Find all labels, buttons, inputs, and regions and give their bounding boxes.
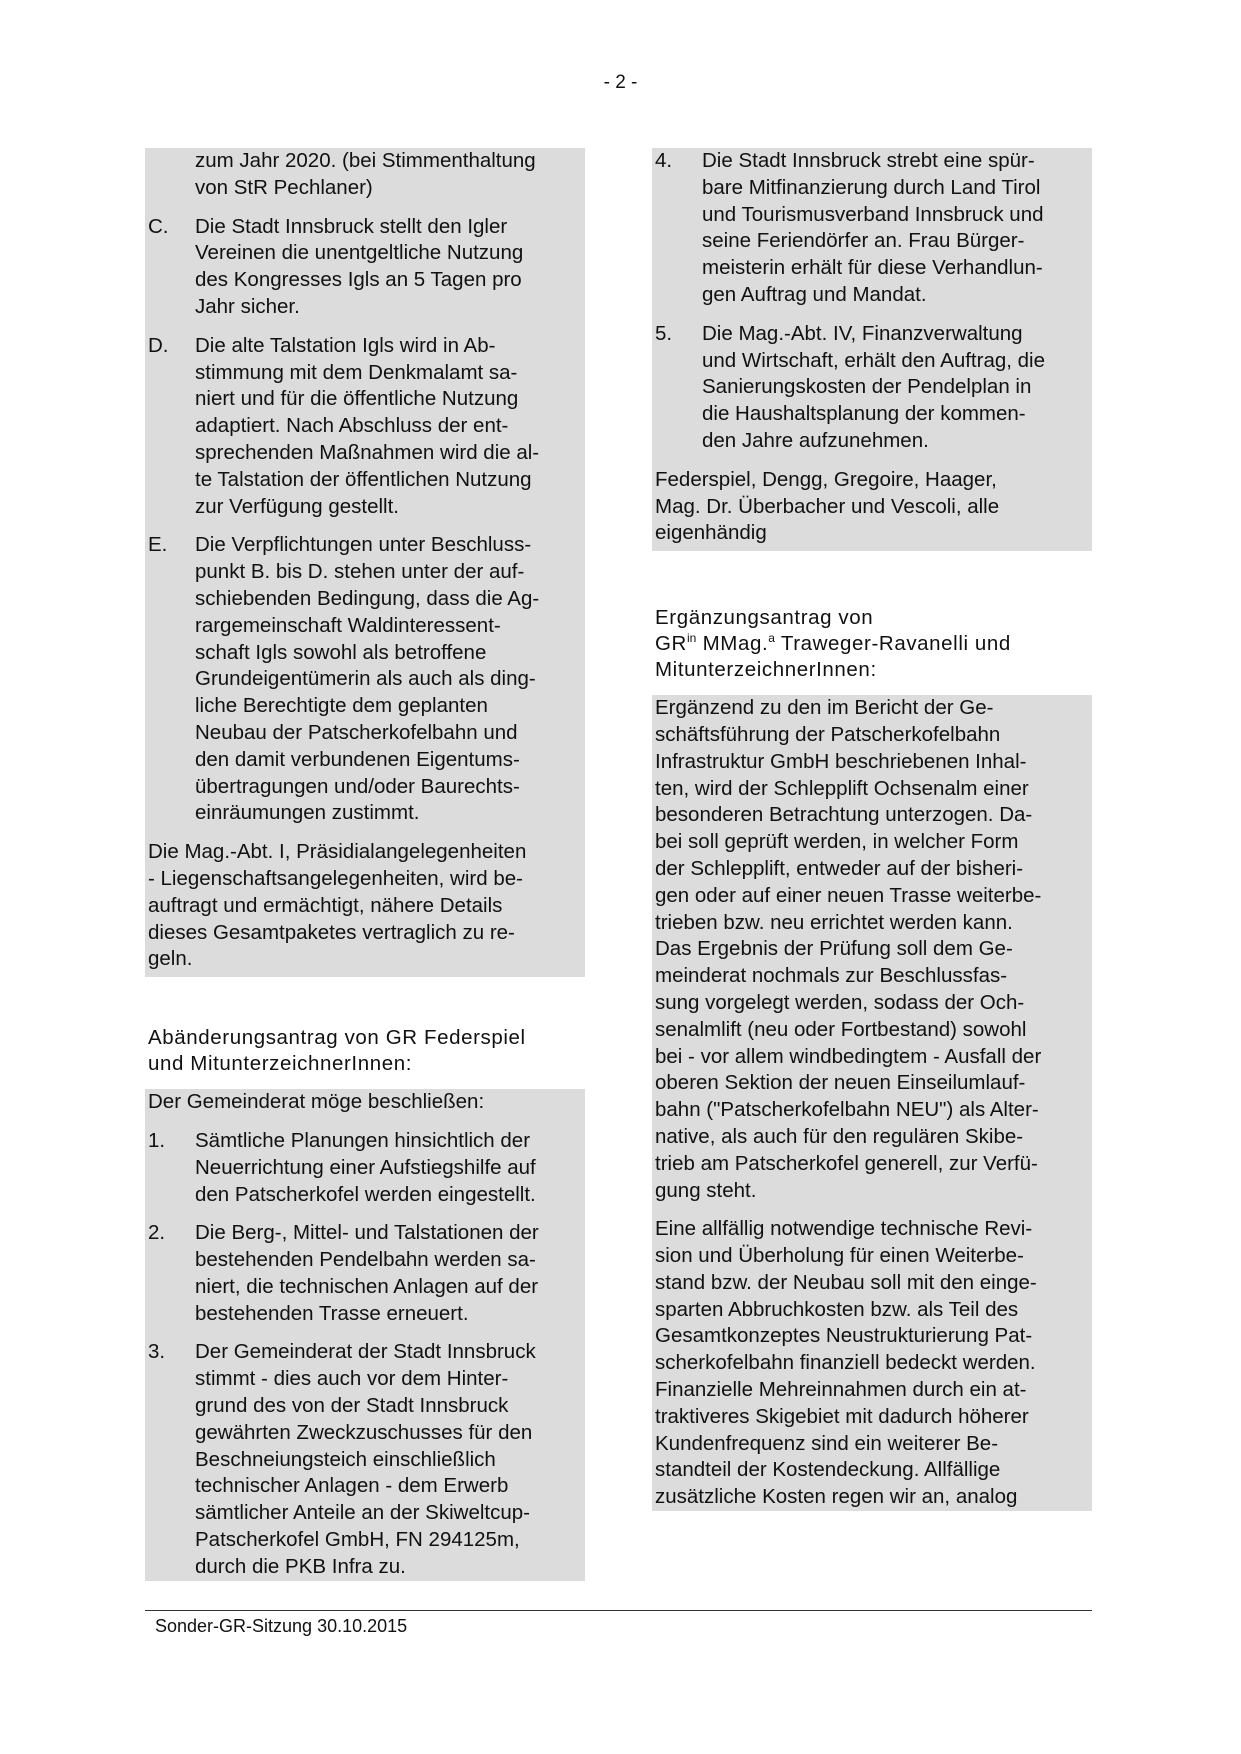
amendment-continuation-box <box>652 148 1092 551</box>
supplement-heading: Ergänzungsantrag von $GR^{in}$ MMag.$^a$ Traweger-Ravanelli und MitunterzeichnerInnen: <box>655 606 1011 682</box>
footer-text: Sonder-GR-Sitzung 30.10.2015 <box>155 1616 408 1636</box>
closing-paragraph: Die Mag.-Abt. I, Präsidialangelegenheiten - Liegenschaftsangelegenheiten, wird be- auftragt und ermächtigt, nähere Details dieses Gesamtpaketes vertraglich zu re- geln. <box>148 840 527 971</box>
list-item-5: 5. Die Mag.-Abt. IV, Finanzverwaltung und Wirtschaft, erhält den Auftrag, die Sanierungskosten der Pendelplan in die Haushaltsplanung der kommen- den Jahre aufzunehmen. <box>655 321 1088 455</box>
item-label: E. <box>148 533 168 557</box>
list-item-4: 4. Die Stadt Innsbruck strebt eine spür- bare Mitfinanzierung durch Land Tirol und Tourismusverband Innsbruck und seine Feriendörfer an. Frau Bürger- meisterin erhält für diese Verhandlun- gen Auftrag und Mandat. <box>655 148 1088 309</box>
supplement-paragraph-1: Ergänzend zu den im Bericht der Ge- schäftsführung der Patscherkofelbahn Infrastruktur GmbH beschriebenen Inhal- ten, wird der Schlepplift Ochsenalm einer besonderen Betrachtung unterzogen. Da- bei soll geprüft werden, in welcher Form der Schlepplift, entweder auf der bisheri- gen oder auf einer neuen Trasse weiterbe- trieben bzw. neu errichtet werden kann. Das Ergebnis der Prüfung soll dem Ge- meinderat nochmals zur Beschlussfas- sung vorgelegt werden, sodass der Och- senalmlift (neu oder Fortbestand) sowohl bei - vor allem windbedingtem - Ausfall der oberen Sektion der neuen Einseilumlauf- bahn ("Patscherkofelbahn NEU") als Alter- native, als auch für den regulären Skibe- trieb am Patscherkofel generell, zur Verfü- gung steht. <box>655 696 1042 1202</box>
item-label: 2. <box>148 1221 166 1245</box>
item-label: D. <box>148 333 169 357</box>
supplement-box <box>652 695 1092 1511</box>
item-label: 3. <box>148 1340 166 1364</box>
list-item-1: 1. Sämtliche Planungen hinsichtlich der Neuerrichtung einer Aufstiegshilfe auf den Patscherkofel werden eingestellt. <box>148 1128 581 1208</box>
amendment-box <box>145 1089 585 1581</box>
right-column <box>652 148 1092 1511</box>
item-label: 5. <box>655 321 673 345</box>
supplement-paragraph-2: Eine allfällig notwendige technische Revi- sion und Überholung für einen Weiterbe- stand bzw. der Neubau soll mit den einge- sparten Abbruchkosten bzw. als Teil des Gesamtkonzeptes Neustrukturierung Pat- scherkofelbahn finanziell bedeckt werden. Finanzielle Mehreinnahmen durch ein at- traktiveres Skigebiet mit dadurch höherer Kundenfrequenz sind ein weiterer Be- standteil der Kostendeckung. Allfällige zusätzliche Kosten regen wir an, analog <box>655 1217 1037 1509</box>
footer-divider <box>145 1610 1092 1611</box>
amendment-intro: Der Gemeinderat möge beschließen: <box>148 1090 485 1114</box>
item-label: 1. <box>148 1128 166 1152</box>
list-item-3: 3. Der Gemeinderat der Stadt Innsbruck stimmt - dies auch vor dem Hinter- grund des von der Stadt Innsbruck gewährten Zweckzuschusses für den Beschneiungsteich einschließlich technischer Anlagen - dem Erwerb sämtlicher Anteile an der Skiweltcup- Patscherkofel GmbH, FN 294125m, durch die PKB Infra zu. <box>148 1339 581 1580</box>
continuation-item: zum Jahr 2020. (bei Stimmenthaltung von StR Pechlaner) <box>195 149 536 199</box>
motion-continuation-box <box>145 148 585 977</box>
item-label: 4. <box>655 149 673 172</box>
left-column <box>145 148 585 1581</box>
item-label: C. <box>148 214 169 238</box>
list-item-e: E. Die Verpflichtungen unter Beschluss- punkt B. bis D. stehen unter der auf- schiebenden Bedingung, dass die Ag- rargemeinschaft Waldinteressent- schaft Igls sowohl als betroffene Grundeigentümerin als auch als ding- liche Berechtigte dem geplanten Neubau der Patscherkofelbahn und den damit verbundenen Eigentums- übertragungen und/oder Baurechts- einräumungen zustimmt. <box>148 532 581 827</box>
page-number: - 2 - <box>603 72 638 93</box>
amendment-heading: Abänderungsantrag von GR Federspiel und MitunterzeichnerInnen: <box>148 1026 526 1076</box>
list-item-2: 2. Die Berg-, Mittel- und Talstationen der bestehenden Pendelbahn werden sa- niert, die technischen Anlagen auf der bestehenden Trasse erneuert. <box>148 1220 581 1327</box>
list-item-c: C. Die Stadt Innsbruck stellt den Igler Vereinen die unentgeltliche Nutzung des Kongresses Igls an 5 Tagen pro Jahr sicher. <box>148 214 581 321</box>
list-item-d: D. Die alte Talstation Igls wird in Ab- stimmung mit dem Denkmalamt sa- niert und für die öffentliche Nutzung adaptiert. Nach Abschluss der ent- sprechenden Maßnahmen wird die al- te Talstation der öffentlichen Nutzung zur Verfügung gestellt. <box>148 333 581 521</box>
signatures: Federspiel, Dengg, Gregoire, Haager, Mag. Dr. Überbacher und Vescoli, alle eigenhändig <box>655 467 1000 545</box>
